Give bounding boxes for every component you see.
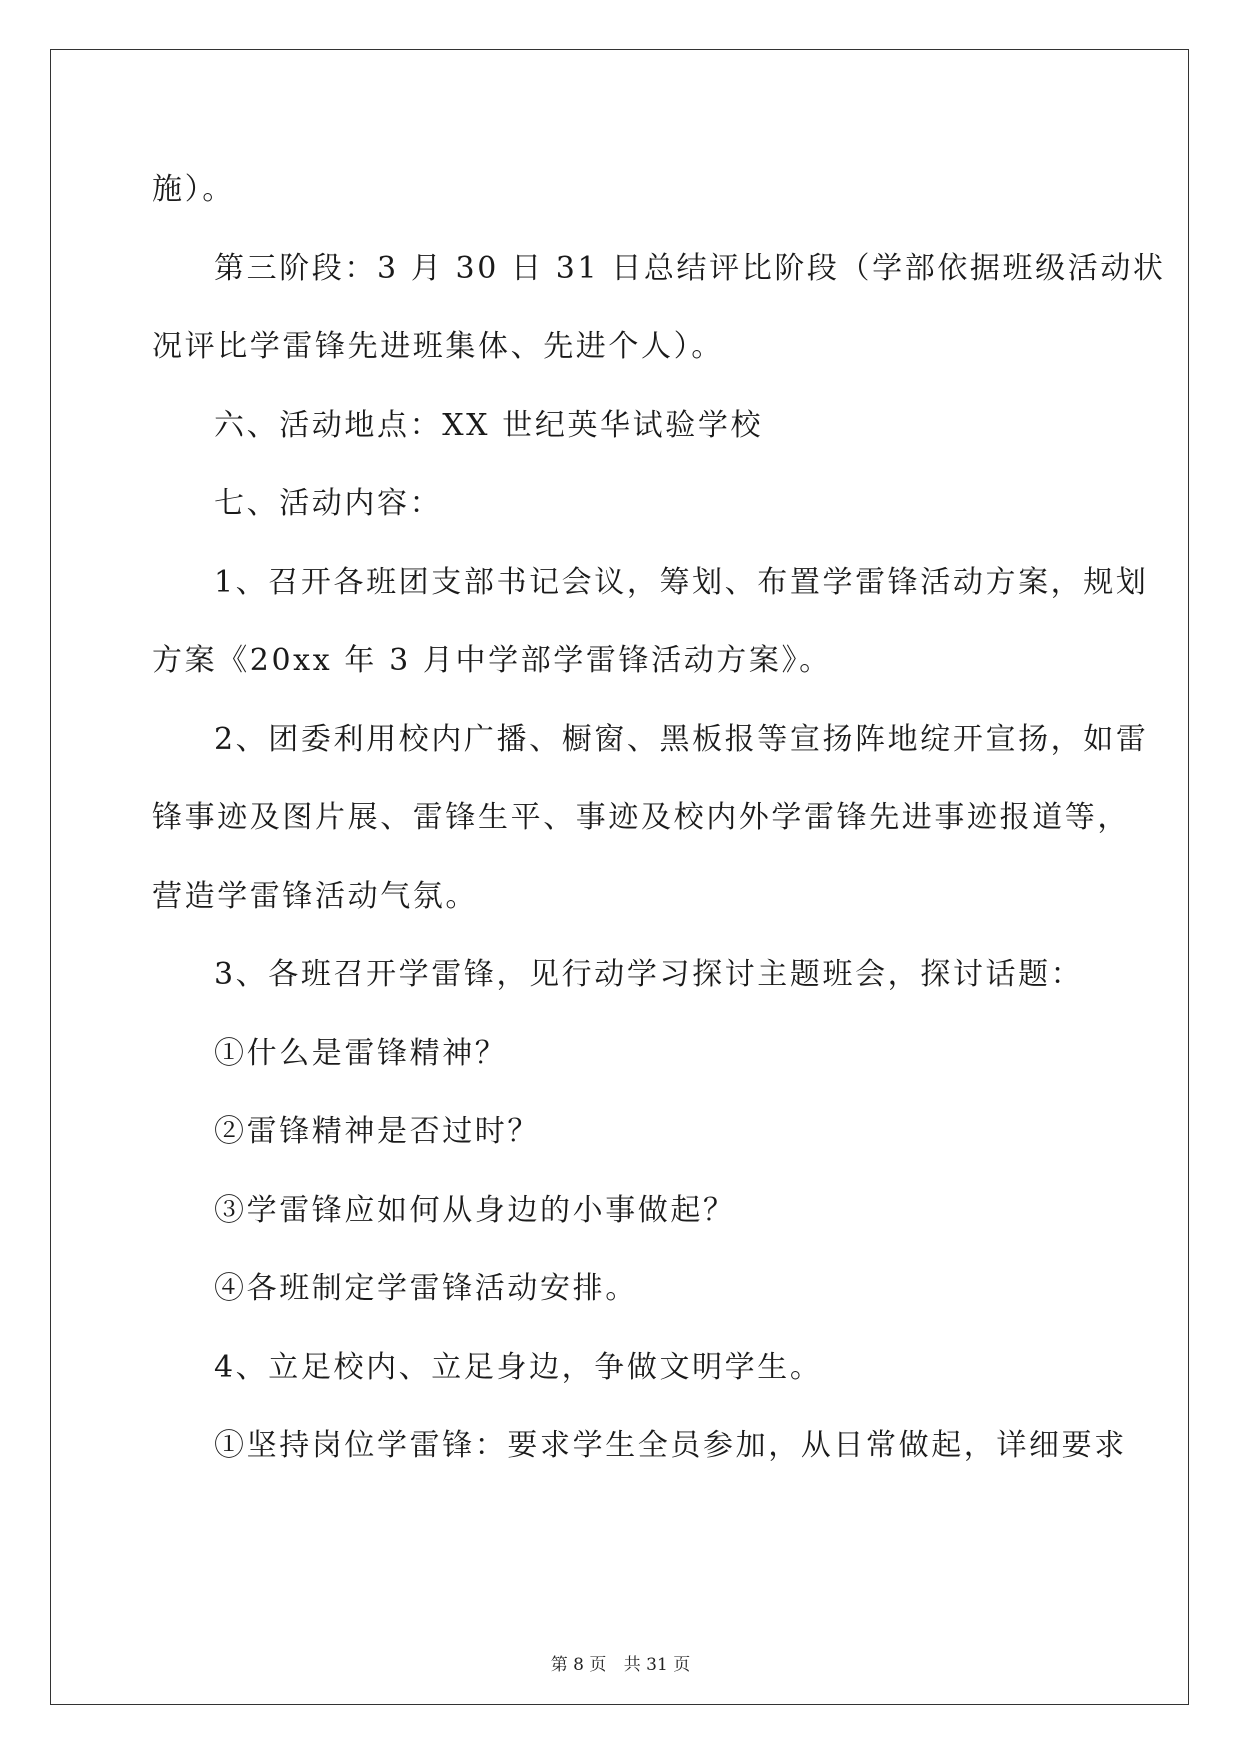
text-line: 施）。 — [152, 172, 235, 207]
text-line: ④各班制定学雷锋活动安排。 — [214, 1271, 638, 1306]
text-line: ①什么是雷锋精神？ — [214, 1035, 508, 1071]
text-line: ②雷锋精神是否过时？ — [214, 1114, 540, 1149]
page-total: 共 31 页 — [623, 1655, 691, 1675]
text-line: 方案《20xx 年 3 月中学部学雷锋活动方案》。 — [152, 643, 832, 678]
text-line: 况评比学雷锋先进班集体、先进个人）。 — [152, 329, 724, 364]
document-body — [152, 165, 1166, 1500]
text-line: 4、立足校内、立足身边，争做文明学生。 — [214, 1349, 823, 1385]
text-line: 锋事迹及图片展、雷锋生平、事迹及校内外学雷锋先进事迹报道等， — [152, 800, 1130, 835]
text-line: 六、活动地点：XX 世纪英华试验学校 — [214, 407, 764, 443]
text-line: 七、活动内容： — [214, 486, 443, 521]
text-line: 1、召开各班团支部书记会议，筹划、布置学雷锋活动方案，规划 — [214, 564, 1149, 600]
text-line: 3、各班召开学雷锋，见行动学习探讨主题班会，探讨话题： — [214, 957, 1084, 992]
text-line: 第三阶段：3 月 30 日 31 日总结评比阶段（学部依据班级活动状 — [214, 250, 1166, 286]
page-number: 第 8 页 — [550, 1655, 607, 1675]
text-line: ③学雷锋应如何从身边的小事做起？ — [214, 1192, 736, 1228]
text-line: 营造学雷锋活动气氛。 — [152, 878, 478, 914]
text-line: 2、团委利用校内广播、橱窗、黑板报等宣扬阵地绽开宣扬，如雷 — [214, 721, 1149, 757]
page-footer — [0, 1653, 1241, 1677]
text-line: ①坚持岗位学雷锋：要求学生全员参加，从日常做起，详细要求 — [214, 1428, 1127, 1463]
